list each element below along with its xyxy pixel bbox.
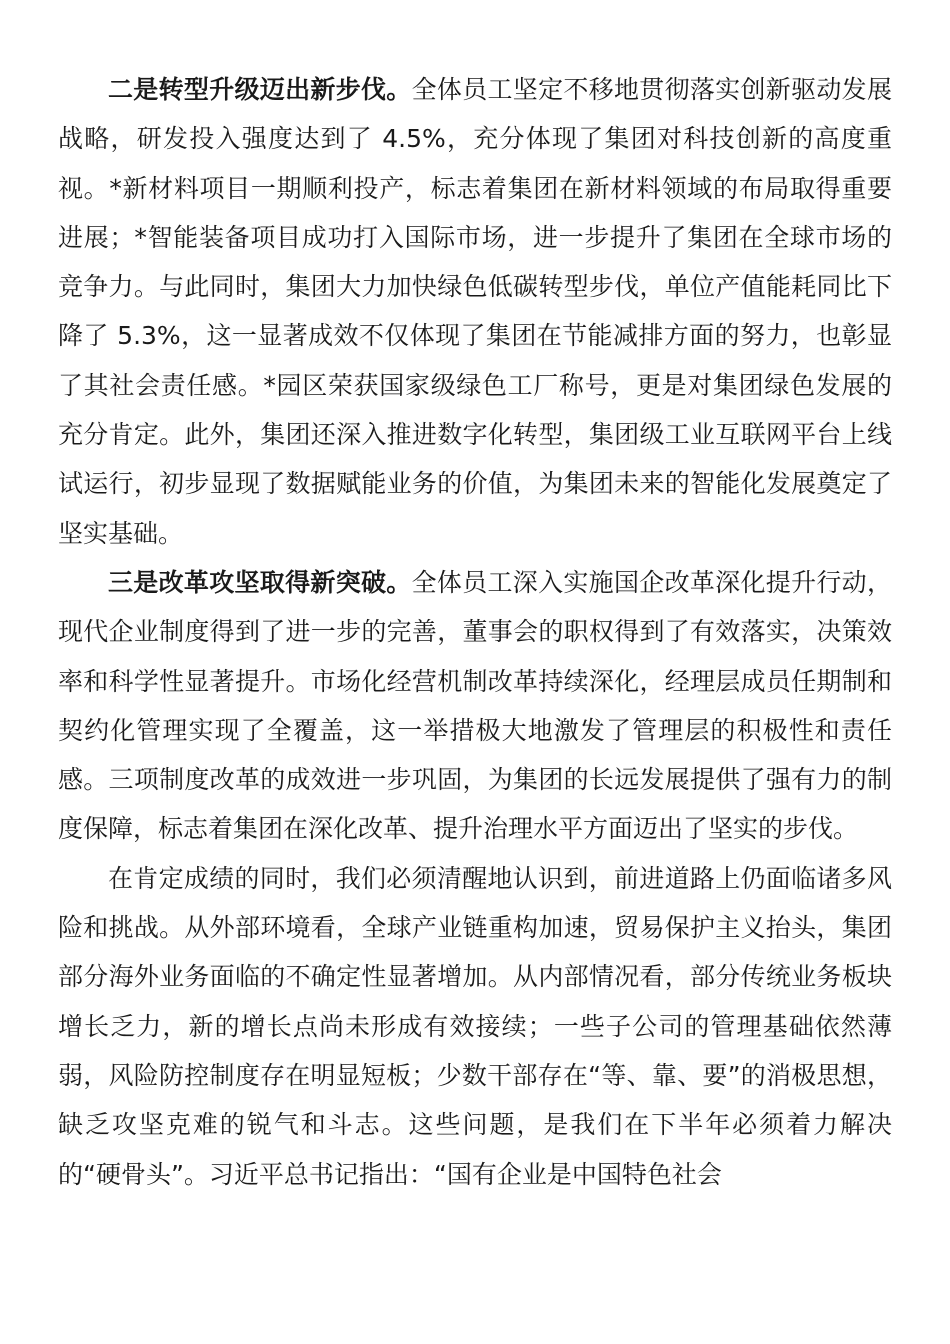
paragraph-transformation (58, 65, 892, 558)
document-body (58, 65, 892, 1199)
paragraph-lead: 三是改革攻坚取得新突破。 (108, 567, 412, 597)
paragraph-text: 在肯定成绩的同时，我们必须清醒地认识到，前进道路上仍面临诸多风险和挑战。从外部环境看，全球产业链重构加速，贸易保护主义抬头，集团部分海外业务面临的不确定性显著增加。从内部情况看，部分传统业务板块增长乏力，新的增长点尚未形成有效接续；一些子公司的管理基础依然薄弱，风险防控制度存在明显短板；少数干部存在“等、靠、要”的消极思想，缺乏攻坚克难的锐气和斗志。这些问题，是我们在下半年必须着力解决的“硬骨头”。习近平总书记指出：“国有企业是中国特色社会 (58, 863, 892, 1189)
paragraph-lead: 二是转型升级迈出新步伐。 (108, 75, 412, 104)
paragraph-reform (58, 558, 892, 854)
paragraph-text: 全体员工深入实施国企改革深化提升行动，现代企业制度得到了进一步的完善，董事会的职权得到了有效落实，决策效率和科学性显著提升。市场化经营机制改革持续深化，经理层成员任期制和契约化管理实现了全覆盖，这一举措极大地激发了管理层的积极性和责任感。三项制度改革的成效进一步巩固，为集团的长远发展提供了强有力的制度保障，标志着集团在深化改革、提升治理水平方面迈出了坚实的步伐。 (58, 567, 892, 844)
paragraph-risks (58, 854, 892, 1199)
paragraph-text: 全体员工坚定不移地贯彻落实创新驱动发展战略，研发投入强度达到了 4.5%，充分体现了集团对科技创新的高度重视。*新材料项目一期顺利投产，标志着集团在新材料领域的布局取得重要进展；*智能装备项目成功打入国际市场，进一步提升了集团在全球市场的竞争力。与此同时，集团大力加快绿色低碳转型步伐，单位产值能耗同比下降了 5.3%，这一显著成效不仅体现了集团在节能减排方面的努力，也彰显了其社会责任感。*园区荣获国家级绿色工厂称号，更是对集团绿色发展的充分肯定。此外，集团还深入推进数字化转型，集团级工业互联网平台上线试运行，初步显现了数据赋能业务的价值，为集团未来的智能化发展奠定了坚实基础。 (58, 75, 892, 548)
